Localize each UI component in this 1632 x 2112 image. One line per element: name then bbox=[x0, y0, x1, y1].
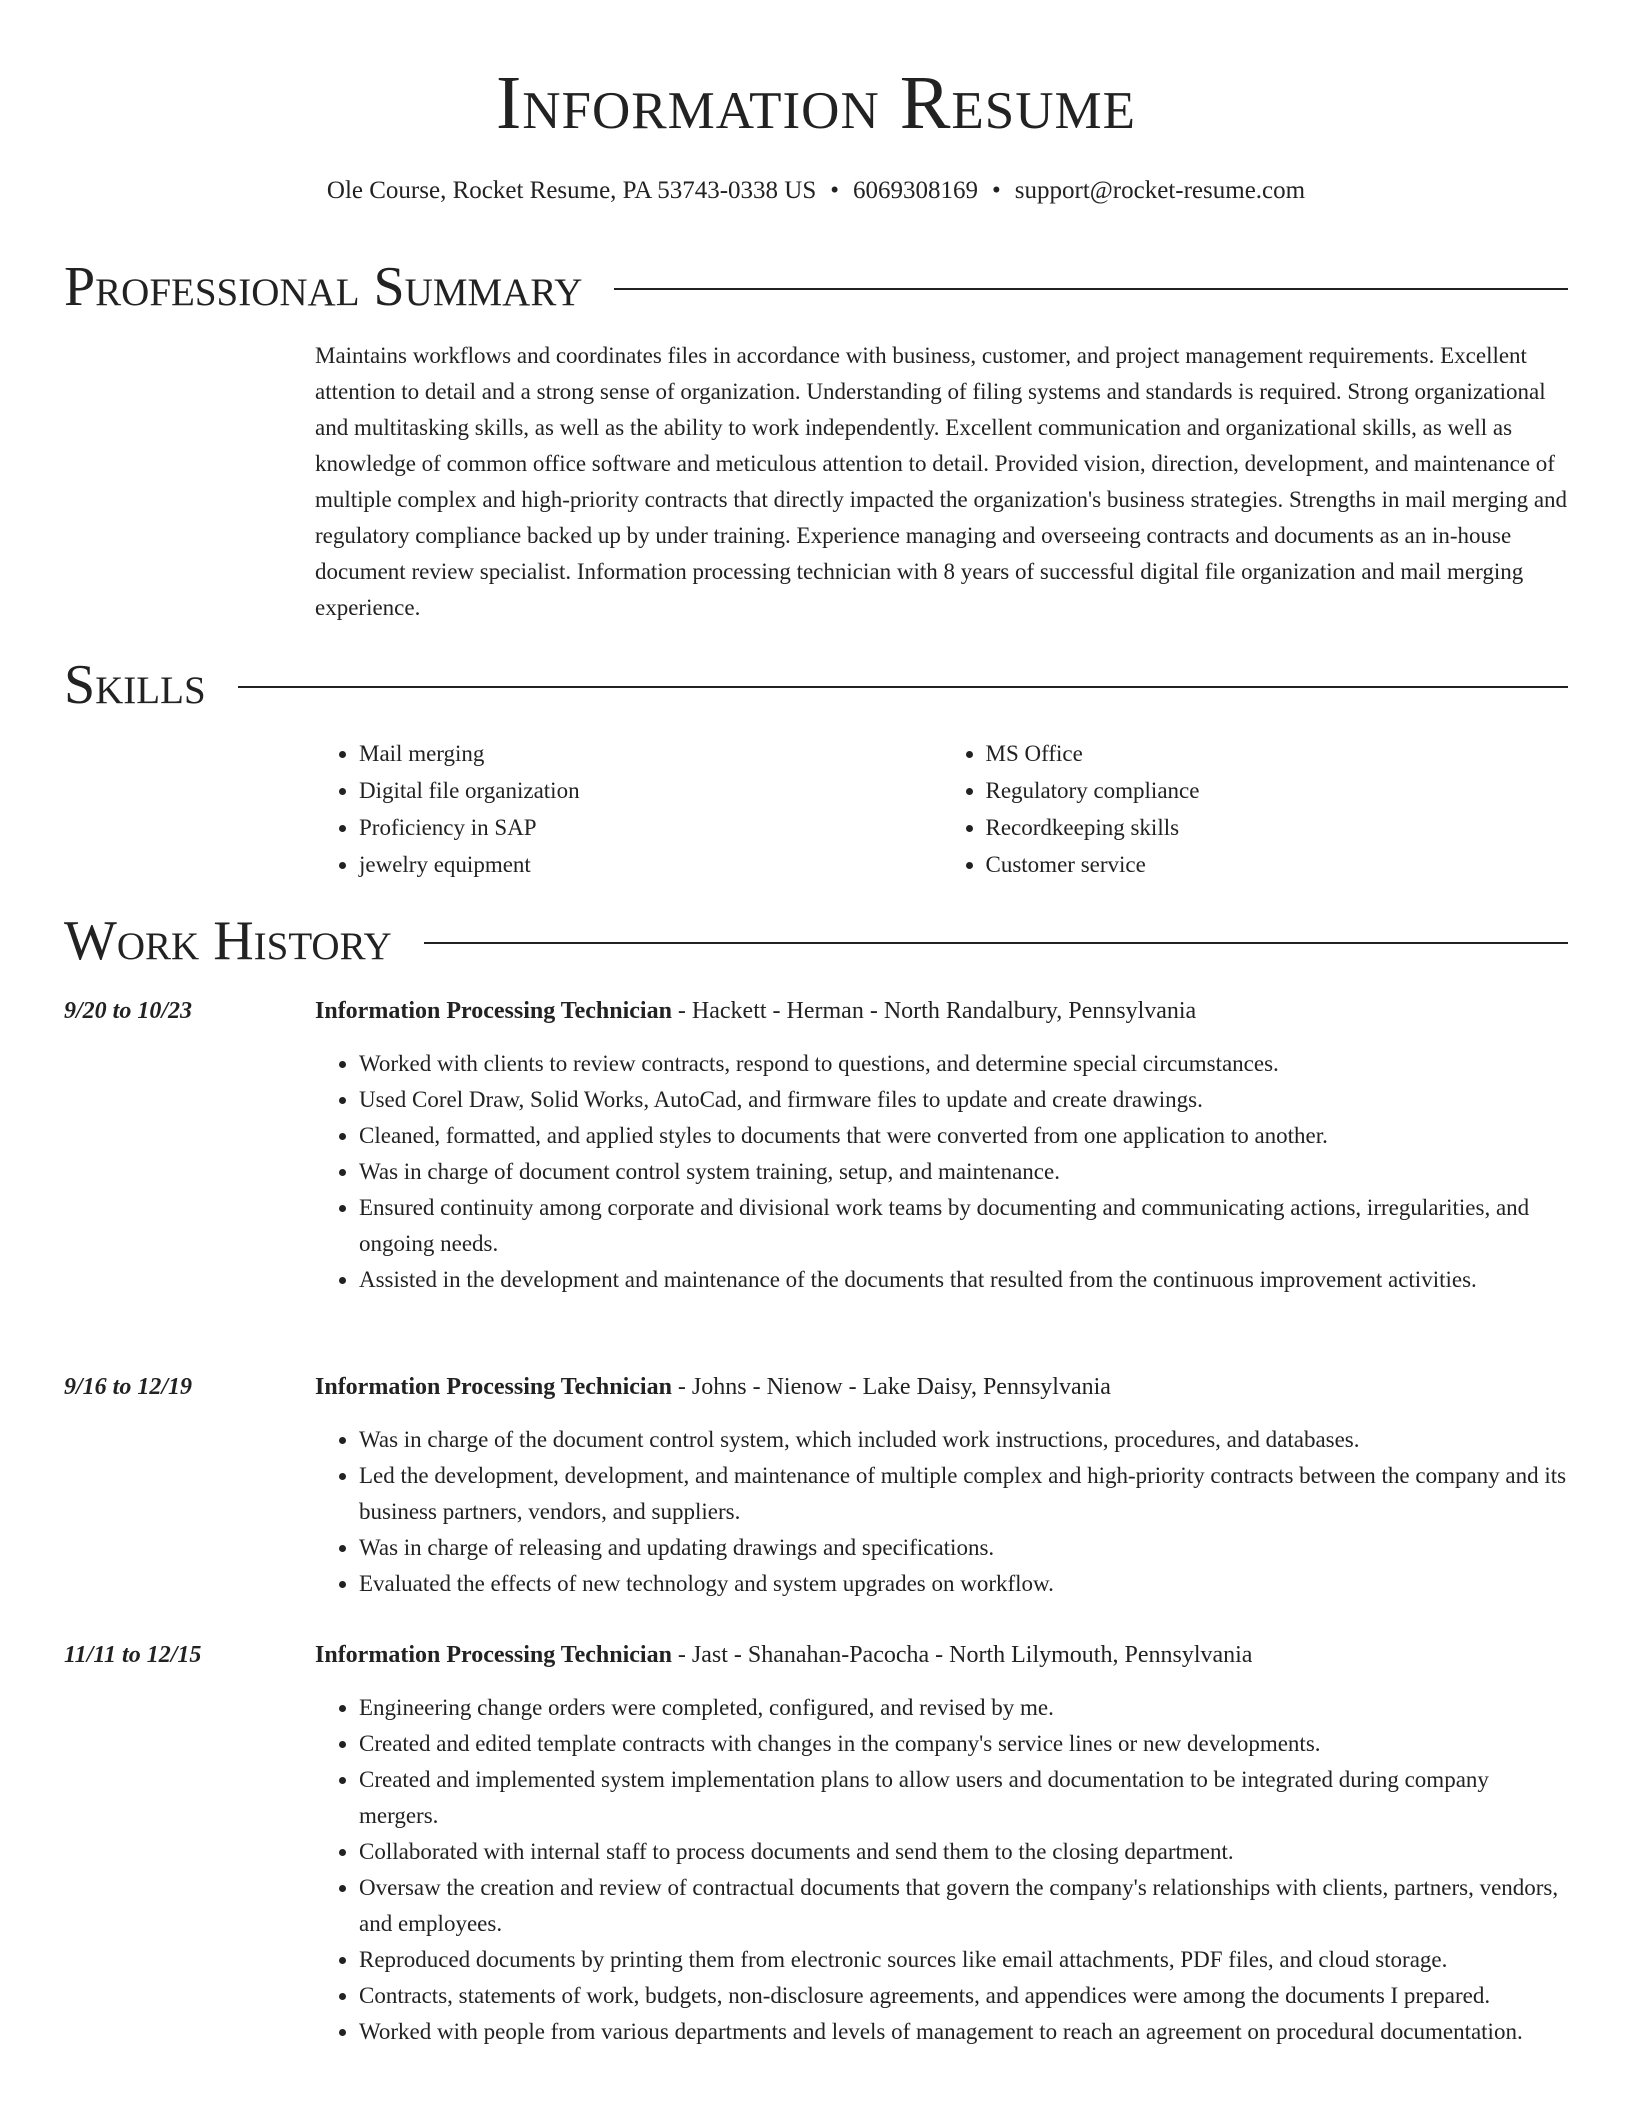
job-bullets bbox=[315, 1690, 1568, 2050]
job-heading bbox=[315, 1369, 1568, 1405]
job-bullet: • Was in charge of document control system training, setup, and maintenance. bbox=[359, 1154, 1568, 1190]
job-bullet: • Used Corel Draw, Solid Works, AutoCad, and firmware files to update and create drawings. bbox=[359, 1082, 1568, 1118]
job-company: - Jast - Shanahan-Pacocha - North Lilymouth, Pennsylvania bbox=[671, 1642, 1253, 1668]
skill-item: • Digital file organization bbox=[359, 772, 942, 809]
job-bullet: • Led the development, development, and maintenance of multiple complex and high-priority contracts between the company and its business partners, vendors, and suppliers. bbox=[359, 1458, 1568, 1530]
job-bullet: • Engineering change orders were completed, configured, and revised by me. bbox=[359, 1690, 1568, 1726]
contact-separator: • bbox=[830, 177, 840, 204]
skills-title: Skills bbox=[64, 654, 206, 716]
contact-separator: • bbox=[992, 177, 1001, 204]
skills-list bbox=[315, 735, 1568, 883]
contact-email: support@rocket-resume.com bbox=[1014, 177, 1306, 204]
job-title: Information Processing Technician bbox=[315, 1374, 672, 1400]
skills-section-header bbox=[64, 653, 1568, 717]
skill-item: • jewelry equipment bbox=[359, 846, 942, 883]
job-bullets bbox=[315, 1422, 1568, 1602]
job-heading bbox=[315, 1637, 1568, 1673]
job-bullets bbox=[315, 1046, 1568, 1298]
job-bullet: • Created and edited template contracts with changes in the company's service lines or new developments. bbox=[359, 1726, 1568, 1762]
summary-section-header bbox=[64, 255, 1568, 319]
job-bullet: • Evaluated the effects of new technology and system upgrades on workflow. bbox=[359, 1566, 1568, 1602]
skills-column-left bbox=[315, 735, 942, 883]
job-bullet: • Collaborated with internal staff to process documents and send them to the closing department. bbox=[359, 1834, 1568, 1870]
job-bullet: • Oversaw the creation and review of contractual documents that govern the company's relationships with clients, partners, vendors, and employees. bbox=[359, 1870, 1568, 1942]
summary-title: Professional Summary bbox=[64, 256, 583, 318]
skill-item: • Recordkeeping skills bbox=[986, 809, 1569, 846]
job-dates: 9/20 to 10/23 bbox=[64, 998, 193, 1024]
skill-item: • Mail merging bbox=[359, 735, 942, 772]
job-company: - Hackett - Herman - North Randalbury, Pennsylvania bbox=[671, 998, 1197, 1024]
resume-name: Information Resume bbox=[495, 61, 1137, 145]
skills-column-right bbox=[942, 735, 1569, 883]
job-dates: 9/16 to 12/19 bbox=[64, 1374, 193, 1400]
job-bullet: • Cleaned, formatted, and applied styles to documents that were converted from one application to another. bbox=[359, 1118, 1568, 1154]
job-bullet: • Was in charge of the document control system, which included work instructions, procedures, and databases. bbox=[359, 1422, 1568, 1458]
job-company: - Johns - Nienow - Lake Daisy, Pennsylvania bbox=[671, 1374, 1111, 1400]
job-dates: 11/11 to 12/15 bbox=[64, 1642, 202, 1668]
job-heading bbox=[315, 993, 1568, 1029]
skill-item: • Regulatory compliance bbox=[986, 772, 1569, 809]
job-bullet: • Ensured continuity among corporate and divisional work teams by documenting and communicating actions, irregularities, and ongoing needs. bbox=[359, 1190, 1568, 1262]
section-divider bbox=[238, 686, 1568, 688]
job-bullet: • Contracts, statements of work, budgets, non-disclosure agreements, and appendices were among the documents I prepared. bbox=[359, 1978, 1568, 2014]
skill-item: • Proficiency in SAP bbox=[359, 809, 942, 846]
skill-item: • MS Office bbox=[986, 735, 1569, 772]
contact-address: Ole Course, Rocket Resume, PA 53743-0338 US bbox=[326, 177, 817, 204]
job-bullet: • Was in charge of releasing and updating drawings and specifications. bbox=[359, 1530, 1568, 1566]
section-divider bbox=[614, 288, 1568, 290]
job-bullet: • Assisted in the development and maintenance of the documents that resulted from the continuous improvement activities. bbox=[359, 1262, 1568, 1298]
job-bullet: • Created and implemented system implementation plans to allow users and documentation to be integrated during company mergers. bbox=[359, 1762, 1568, 1834]
skill-item: • Customer service bbox=[986, 846, 1569, 883]
contact-phone: 6069308169 bbox=[853, 177, 979, 204]
job-bullet: • Worked with clients to review contracts, respond to questions, and determine special circumstances. bbox=[359, 1046, 1568, 1082]
work-section-header bbox=[64, 909, 1568, 973]
job-title: Information Processing Technician bbox=[315, 998, 672, 1024]
job-title: Information Processing Technician bbox=[315, 1642, 672, 1668]
section-divider bbox=[424, 942, 1568, 944]
contact-line bbox=[0, 174, 1632, 208]
job-bullet: • Worked with people from various departments and levels of management to reach an agreement on procedural documentation. bbox=[359, 2014, 1568, 2050]
work-title: Work History bbox=[64, 910, 392, 972]
summary-text: Maintains workflows and coordinates files in accordance with business, customer, and project management requirements. Excellent attention to detail and a strong sense of organization. Understanding of filing systems and standards is required. Strong organizational and multitasking skills, as well as the ability to work independently. Excellent communication and organizational skills, as well as knowledge of common office software and meticulous attention to detail. Provided vision, direction, development, and maintenance of multiple complex and high-priority contracts that directly impacted the organization's business strategies. Strengths in mail merging and regulatory compliance backed up by under training. Experience managing and overseeing contracts and documents as an in-house document review specialist. Information processing technician with 8 years of successful digital file organization and mail merging experience. bbox=[315, 343, 1568, 620]
job-bullet: • Reproduced documents by printing them from electronic sources like email attachments, PDF files, and cloud storage. bbox=[359, 1942, 1568, 1978]
